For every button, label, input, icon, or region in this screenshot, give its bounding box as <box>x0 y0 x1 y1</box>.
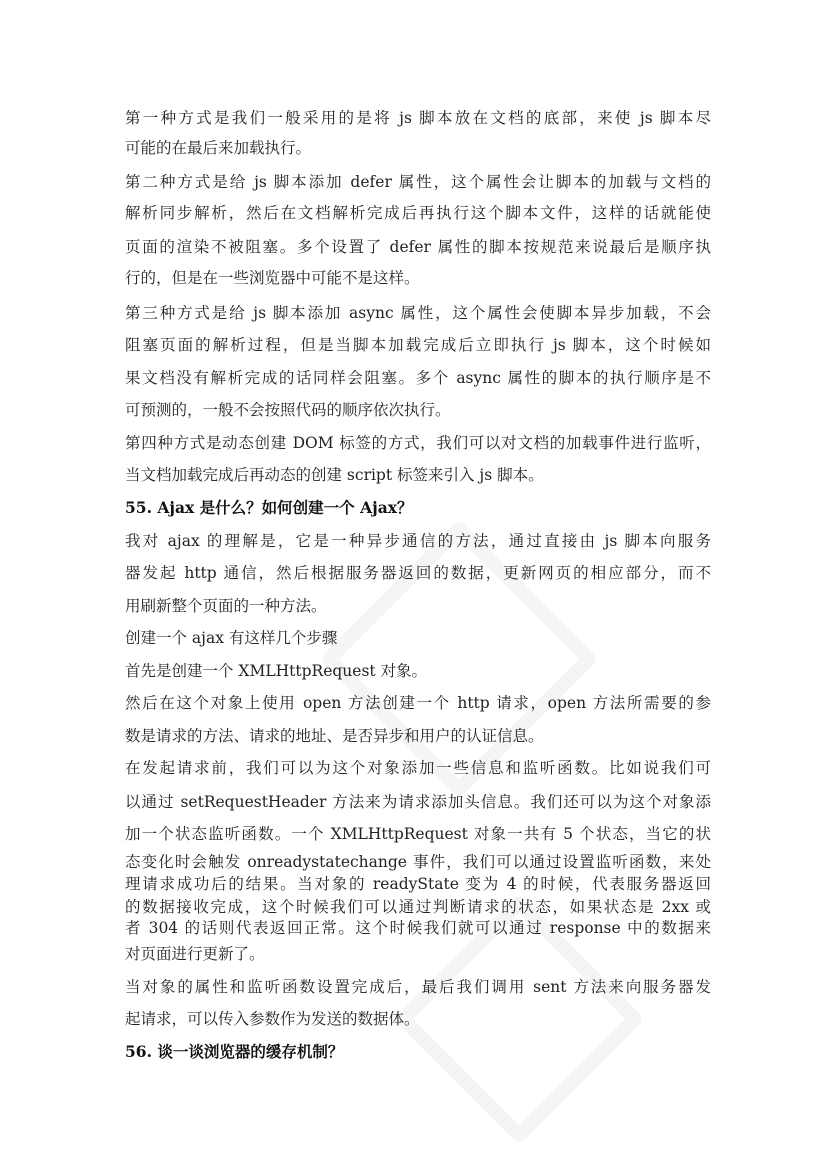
paragraph-line: 第二种方式是给 js 脚本添加 defer 属性，这个属性会让脚本的加载与文档的 <box>125 173 711 191</box>
paragraph-line: 在发起请求前，我们可以为这个对象添加一些信息和监听函数。比如说我们可 <box>125 759 711 777</box>
paragraph-line: 首先是创建一个 XMLHttpRequest 对象。 <box>125 662 428 680</box>
paragraph-line: 可预测的，一般不会按照代码的顺序依次执行。 <box>125 401 451 419</box>
paragraph-line: 然后在这个对象上使用 open 方法创建一个 http 请求，open 方法所需要的参 <box>125 694 711 712</box>
watermark-logo <box>319 519 599 799</box>
paragraph-line: 果文档没有解析完成的话同样会阻塞。多个 async 属性的脚本的执行顺序是不 <box>125 369 711 387</box>
paragraph-line: 器发起 http 通信，然后根据服务器返回的数据，更新网页的相应部分，而不 <box>125 564 711 582</box>
paragraph-line: 理请求成功后的结果。当对象的 readyState 变为 4 的时候，代表服务器返回 <box>125 875 711 893</box>
section-heading: 55. Ajax 是什么？如何创建一个 Ajax？ <box>125 498 413 517</box>
paragraph-line: 的数据接收完成，这个时候我们可以通过判断请求的状态，如果状态是 2xx 或 <box>125 898 711 916</box>
paragraph-line: 页面的渲染不被阻塞。多个设置了 defer 属性的脚本按规范来说最后是顺序执 <box>125 238 711 256</box>
paragraph-line: 当对象的属性和监听函数设置完成后，最后我们调用 sent 方法来向服务器发 <box>125 978 711 996</box>
paragraph-line: 创建一个 ajax 有这样几个步骤 <box>125 629 338 647</box>
paragraph-line: 数是请求的方法、请求的地址、是否异步和用户的认证信息。 <box>125 727 544 745</box>
paragraph-line: 当文档加载完成后再动态的创建 script 标签来引入 js 脚本。 <box>125 466 544 484</box>
paragraph-line: 行的，但是在一些浏览器中可能不是这样。 <box>125 269 420 287</box>
paragraph-line: 第四种方式是动态创建 DOM 标签的方式，我们可以对文档的加载事件进行监听， <box>125 434 711 452</box>
paragraph-line: 阻塞页面的解析过程，但是当脚本加载完成后立即执行 js 脚本，这个时候如 <box>125 336 711 354</box>
paragraph-line: 第一种方式是我们一般采用的是将 js 脚本放在文档的底部，来使 js 脚本尽 <box>125 109 711 127</box>
paragraph-line: 态变化时会触发 onreadystatechange 事件，我们可以通过设置监听函数，来处 <box>125 853 711 871</box>
paragraph-line: 起请求，可以传入参数作为发送的数据体。 <box>125 1010 420 1028</box>
paragraph-line: 对页面进行更新了。 <box>125 945 265 963</box>
paragraph-line: 解析同步解析，然后在文档解析完成后再执行这个脚本文件，这样的话就能使 <box>125 204 711 222</box>
section-heading: 56. 谈一谈浏览器的缓存机制？ <box>125 1042 344 1061</box>
paragraph-line: 第三种方式是给 js 脚本添加 async 属性，这个属性会使脚本异步加载，不会 <box>125 304 711 322</box>
paragraph-line: 用刷新整个页面的一种方法。 <box>125 597 327 615</box>
paragraph-line: 者 304 的话则代表返回正常。这个时候我们就可以通过 response 中的数据来 <box>125 919 711 937</box>
paragraph-line: 以通过 setRequestHeader 方法来为请求添加头信息。我们还可以为这个对象添 <box>125 793 711 811</box>
paragraph-line: 加一个状态监听函数。一个 XMLHttpRequest 对象一共有 5 个状态，当它的状 <box>125 825 711 843</box>
paragraph-line: 可能的在最后来加载执行。 <box>125 139 312 157</box>
paragraph-line: 我对 ajax 的理解是，它是一种异步通信的方法，通过直接由 js 脚本向服务 <box>125 532 711 550</box>
